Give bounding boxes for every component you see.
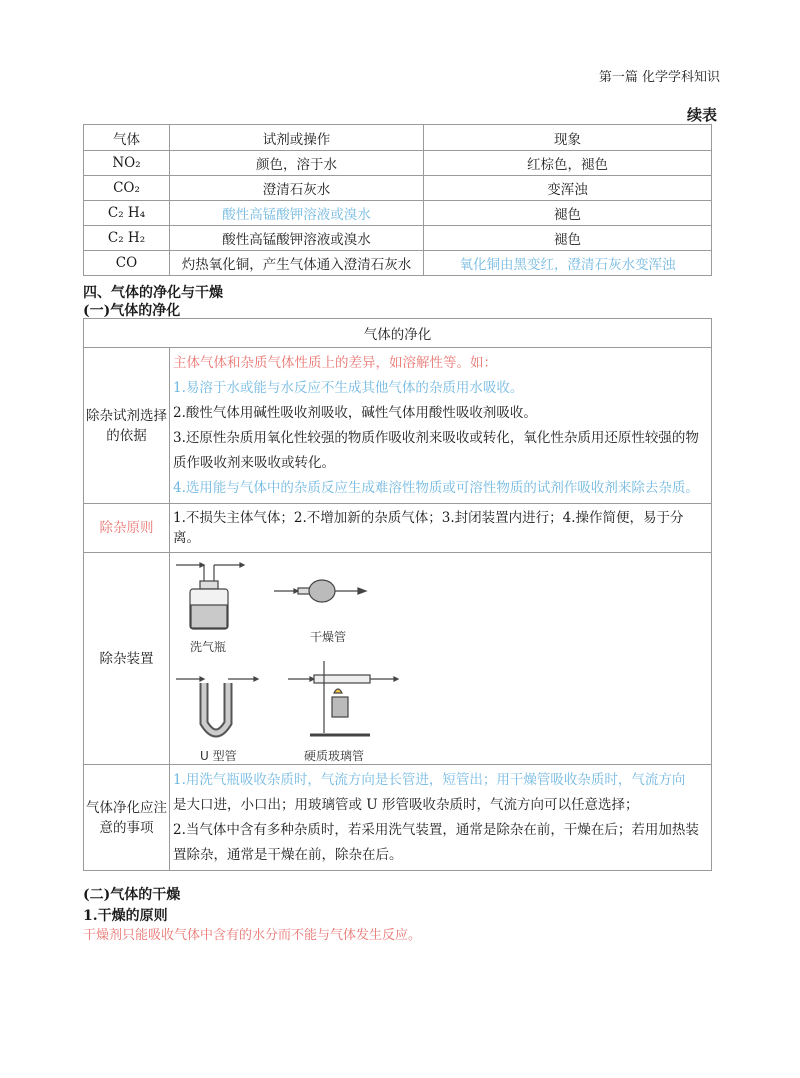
- continue-label: 续表: [686, 106, 717, 124]
- notes-label: 气体净化应注意的事项: [84, 765, 170, 871]
- notes-row: [84, 765, 712, 871]
- wash-bottle-icon: [176, 563, 244, 629]
- reagent-cell: 酸性高锰酸钾溶液或溴水: [170, 226, 424, 251]
- dry-principle-title: 1.干燥的原则: [83, 908, 168, 924]
- phenomenon-cell: 红棕色，褪色: [424, 151, 712, 176]
- caption-wash-bottle: 洗气瓶: [190, 640, 227, 654]
- reagent-cell: 澄清石灰水: [170, 176, 424, 201]
- phenomenon-cell: 氧化铜由黑变红，澄清石灰水变浑浊: [424, 251, 712, 276]
- notes-line-1: [173, 768, 708, 793]
- header-phenomenon: 现象: [424, 125, 712, 151]
- gas-cell: CO₂: [84, 176, 170, 201]
- reagent-cell: 灼热氧化铜，产生气体通入澄清石灰水: [170, 251, 424, 276]
- table-row: [84, 176, 712, 201]
- basis-line-2: 2.酸性气体用碱性吸收剂吸收，碱性气体用酸性吸收剂吸收。: [173, 405, 537, 421]
- notes-line-2: 2.当气体中含有多种杂质时，若采用洗气装置，通常是除杂在前，干燥在后；若用加热装置除杂，通常是干燥在前，除杂在后。: [173, 822, 699, 863]
- principle-label: 除杂原则: [84, 504, 170, 553]
- notes-line-1b: [173, 793, 708, 818]
- phenomenon-cell: 褪色: [424, 201, 712, 226]
- gas-detection-table: [83, 124, 712, 276]
- gas-cell: C₂ H₂: [84, 226, 170, 251]
- subsection-title: (一)气体的净化: [83, 303, 181, 319]
- basis-line-3: 3.还原性杂质用氧化性较强的物质作吸收剂来吸收或转化，氧化性杂质用还原性较强的物质作吸收剂来吸收或转化。: [173, 430, 699, 471]
- gas-cell: CO: [84, 251, 170, 276]
- notes-content: [170, 765, 712, 871]
- gas-cell: C₂ H₄: [84, 201, 170, 226]
- principle-row: [84, 504, 712, 553]
- caption-drying-tube: 干燥管: [310, 630, 347, 644]
- dry-principle-text: 干燥剂只能吸收气体中含有的水分而不能与气体发生反应。: [83, 928, 422, 943]
- reagent-cell: 酸性高锰酸钾溶液或溴水: [170, 201, 424, 226]
- purify-title-row: [84, 319, 712, 348]
- caption-glass-tube: 硬质玻璃管: [304, 749, 365, 763]
- basis-label: 除杂试剂选择的依据: [84, 348, 170, 504]
- table-row: [84, 151, 712, 176]
- notes-1-blue: 1.用洗气瓶吸收杂质时，气流方向是长管进，短管出；用干燥管吸收杂质时，气流方向: [173, 772, 686, 788]
- table-row: [84, 251, 712, 276]
- apparatus-figure: [170, 553, 410, 765]
- drying-tube-icon: [274, 580, 366, 602]
- principle-content: 1.不损失主体气体；2.不增加新的杂质气体；3.封闭装置内进行；4.操作简便，易于分离。: [170, 504, 712, 553]
- device-row: [84, 553, 712, 765]
- subsection-title-2: (二)气体的干燥: [83, 887, 181, 903]
- table-header-row: [84, 125, 712, 151]
- caption-u-tube: U 型管: [200, 749, 237, 763]
- basis-line-1: 1.易溶于水或能与水反应不生成其他气体的杂质用水吸收。: [173, 380, 524, 396]
- u-tube-icon: [176, 677, 258, 733]
- phenomenon-cell: 褪色: [424, 226, 712, 251]
- basis-content: [170, 348, 712, 504]
- purification-table: [83, 318, 712, 871]
- chapter-header: 第一篇 化学学科知识: [598, 70, 720, 85]
- notes-1-rest: 是大口进，小口出；用玻璃管或 U 形管吸收杂质时，气流方向可以任意选择；: [173, 797, 639, 813]
- reagent-cell: 颜色，溶于水: [170, 151, 424, 176]
- gas-cell: NO₂: [84, 151, 170, 176]
- purify-table-title: 气体的净化: [84, 319, 712, 348]
- table-row: [84, 226, 712, 251]
- basis-line-intro: 主体气体和杂质气体性质上的差异，如溶解性等。如：: [173, 355, 497, 371]
- phenomenon-cell: 变浑浊: [424, 176, 712, 201]
- header-reagent: 试剂或操作: [170, 125, 424, 151]
- header-gas: 气体: [84, 125, 170, 151]
- device-figure-cell: [170, 553, 712, 765]
- section-title: 四、气体的净化与干燥: [83, 285, 223, 301]
- device-label: 除杂装置: [84, 553, 170, 765]
- basis-row: [84, 348, 712, 504]
- table-row: [84, 201, 712, 226]
- hard-glass-tube-icon: [288, 661, 398, 735]
- basis-line-4: 4.选用能与气体中的杂质反应生成难溶性物质或可溶性物质的试剂作吸收剂来除去杂质。: [173, 480, 699, 496]
